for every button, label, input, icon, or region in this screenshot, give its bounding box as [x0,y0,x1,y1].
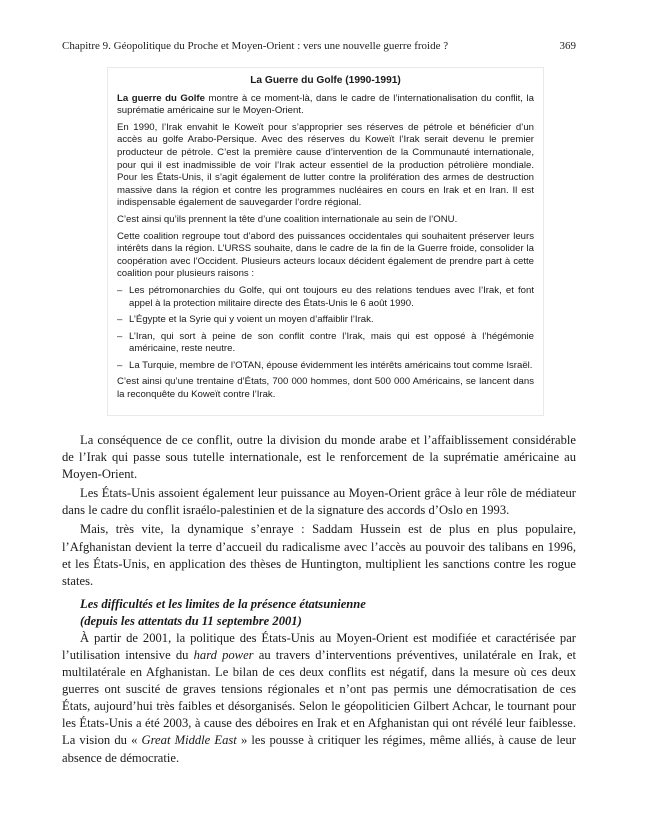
running-header [62,40,576,52]
box-intro-rest: montre à ce moment-là, dans le cadre de l’internationalisation du conflit, la suprématie américaine sur le Moyen-Orient. [117,92,534,117]
chapter-title: Chapitre 9. Géopolitique du Proche et Moyen-Orient : vers une nouvelle guerre froide ? [62,40,449,52]
text-run: » les pousse à critiquer les régimes, même alliés, à cause de leur absence de démocratie. [62,733,576,765]
body-paragraph-4 [62,630,576,767]
sidebar-box-gulf-war [107,67,544,416]
box-paragraph-3: Cette coalition regroupe tout d’abord des puissances occidentales qui souhaitent préserver leurs intérêts dans la région. L’URSS souhaite, dans le cadre de la fin de la Guerre froide, consolider la coopération avec l’Occident. Plusieurs acteurs locaux décident également de prendre part à cette coalition pour plusieurs raisons : [117,230,534,280]
text-run: À partir de 2001, la politique des États-Unis au Moyen-Orient est modifiée et caractérisée par l’utilisation intensive du [62,630,576,662]
page-number: 369 [559,40,576,52]
box-intro [117,93,534,118]
main-text [62,432,576,769]
text-run: au travers d’interventions préventives, unilatérale en Irak, et multilatérale en Afghanistan. Le bilan de ces deux conflits est négatif, dans la mesure où ces deux guerres ont suscité de graves tensions régionales et n’ont pas permis une démocratisation de ces États, aujourd’hui très faibles et désorganisés. Selon le géopoliticien Gilbert Achcar, le tournant pour les États-Unis a été 2003, à cause des déboires en Irak et en Afghanistan qui ont révélé leur faiblesse. La vision du « [62,647,576,748]
box-title: La Guerre du Golfe (1990-1991) [250,75,401,86]
section-heading-line-1: Les difficultés et les limites de la présence étatsunienne [80,596,366,611]
section-heading-line-2: (depuis les attentats du 11 septembre 2001) [80,613,302,628]
box-intro-bold: La guerre du Golfe [117,92,205,104]
box-paragraph-2: C’est ainsi qu’ils prennent la tête d’une coalition internationale au sein de l’ONU. [117,213,458,225]
body-paragraph-2: Les États-Unis assoient également leur puissance au Moyen-Orient grâce à leur rôle de médiateur dans le cadre du conflit israélo-palestinien et de la signature des accords d’Oslo en 1993. [62,486,576,518]
box-bullet-list [117,285,534,373]
box-paragraph-4: C’est ainsi qu’une trentaine d’États, 700 000 hommes, dont 500 000 Américains, se lancent dans la reconquête du Koweït contre l’Irak. [117,376,534,401]
body-paragraph-1: La conséquence de ce conflit, outre la division du monde arabe et l’affaiblissement considérable de l’Irak qui passe sous tutelle internationale, est le renforcement de la suprématie américaine au Moyen-Orient. [62,433,576,482]
box-paragraph-1: En 1990, l’Irak envahit le Koweït pour s’approprier ses réserves de pétrole et bénéficier d’un accès au golfe Arabo-Persique. Avec des réserves du Koweït l’Irak serait devenu le premier producteur de pétrole. C’est la première cause d’intervention de la Communauté internationale, pour qui il est inadmissible de voir l’Irak acteur essentiel de la production pétrolière mondiale. Pour les États-Unis, il s’agit également de lutter contre la prolifération des armes de destruction massive dans la région et contre les programmes nucléaires en cours en Irak et en Iran. Il est indispensable également de sauvegarder l’ordre régional. [117,121,534,209]
list-item: – Les pétromonarchies du Golfe, qui ont toujours eu des relations tendues avec l’Irak, et font appel à la protection militaire directe des États-Unis le 6 août 1990. [117,285,534,310]
italic-term-great-middle-east: Great Middle East [141,733,237,748]
section-heading [80,596,576,630]
list-item: – L’Égypte et la Syrie qui y voient un moyen d’affaiblir l’Irak. [117,314,534,327]
body-paragraph-3: Mais, très vite, la dynamique s’enraye : Saddam Hussein est de plus en plus populaire, l’Afghanistan devient la terre d’accueil du radicalisme avec l’accès au pouvoir des talibans en 1996, et les États-Unis, en application des thèses de Huntington, multiplient les sanctions contre les rogue states. [62,522,576,588]
list-item: – La Turquie, membre de l’OTAN, épouse évidemment les intérêts américains tout comme Israël. [117,360,534,373]
italic-term-hard-power: hard power [193,647,254,662]
list-item: – L’Iran, qui sort à peine de son conflit contre l’Irak, mais qui est opposé à l’hégémonie américaine, reste neutre. [117,331,534,356]
